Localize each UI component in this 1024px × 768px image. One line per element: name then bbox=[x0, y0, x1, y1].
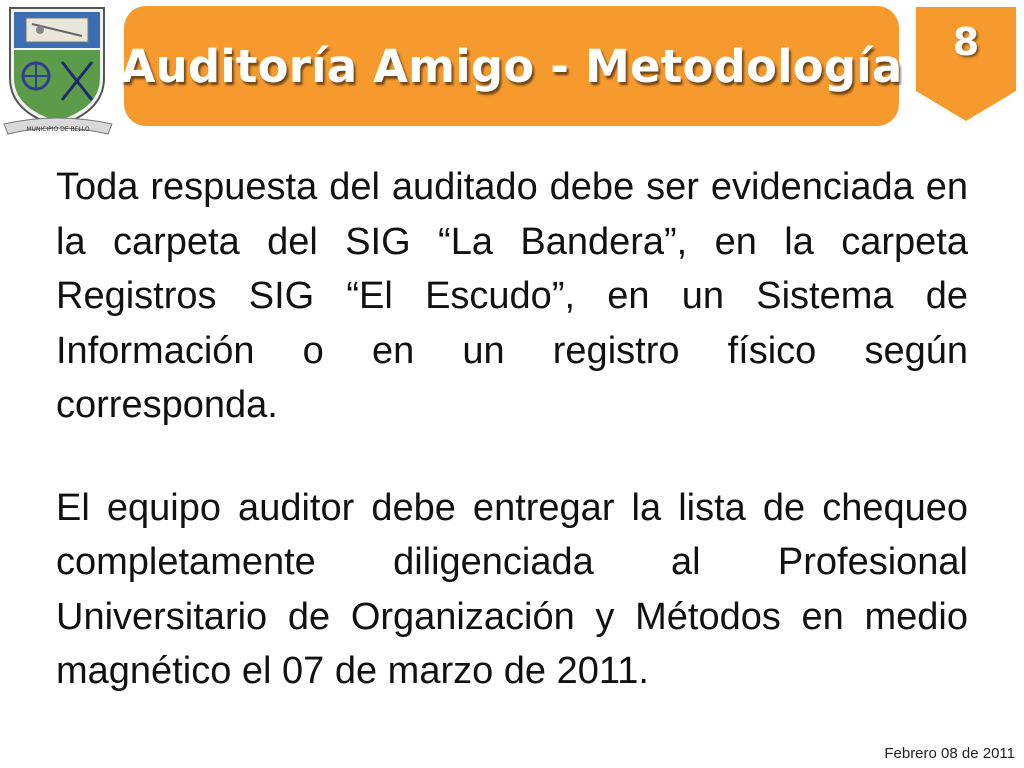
footer-date: Febrero 08 de 2011 bbox=[884, 745, 1015, 762]
slide-body bbox=[56, 160, 968, 699]
municipal-crest bbox=[0, 0, 116, 146]
page-number: 8 bbox=[952, 20, 980, 64]
slide-title: Auditoría Amigo - Metodología bbox=[120, 39, 903, 93]
paragraph-evidence: Toda respuesta del auditado debe ser evidenciada en la carpeta del SIG “La Bandera”, en la carpeta Registros SIG “El Escudo”, en un Sistema de Información o en un registro físico según corresponda. bbox=[56, 166, 968, 426]
paragraph-checklist: El equipo auditor debe entregar la lista de chequeo completamente diligenciada al Profesional Universitario de Organización y Métodos en medio magnético el 07 de marzo de 2011. bbox=[56, 486, 968, 692]
title-banner bbox=[120, 6, 903, 126]
municipal-shield-icon bbox=[0, 0, 116, 146]
svg-text:MUNICIPIO DE BELLO: MUNICIPIO DE BELLO bbox=[26, 126, 90, 133]
